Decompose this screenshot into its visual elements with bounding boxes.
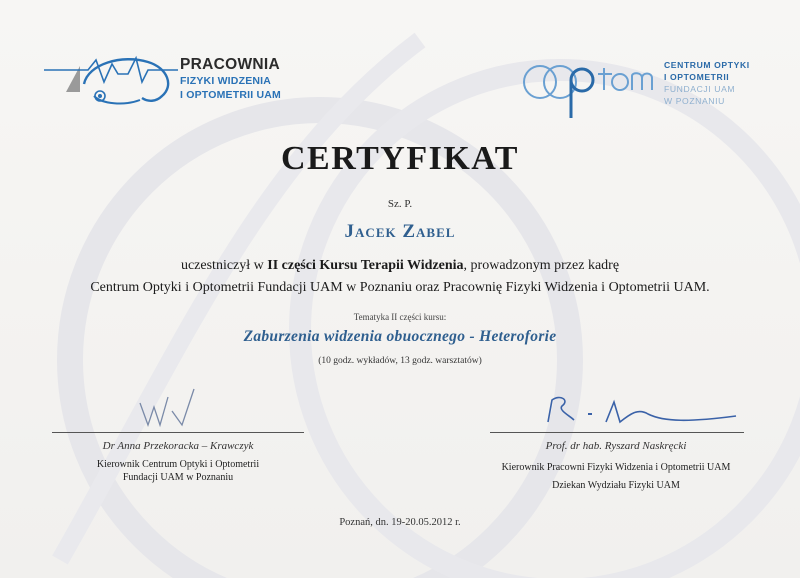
brain-heartbeat-icon xyxy=(44,52,184,112)
course-hours: (10 godz. wykładów, 13 godz. warsztatów) xyxy=(318,356,482,366)
salutation: Sz. P. xyxy=(387,198,413,210)
right-signature-icon xyxy=(540,392,740,432)
lab-logo xyxy=(44,52,284,112)
right-signatory-name: Prof. dr hab. Ryszard Naskręcki xyxy=(545,440,687,452)
left-signatory-name: Dr Anna Przekoracka – Krawczyk xyxy=(102,440,254,452)
left-signature-icon xyxy=(130,385,220,435)
left-signatory-role1: Kierownik Centrum Optyki i Optometrii xyxy=(96,459,260,470)
left-signature-line xyxy=(52,432,304,433)
lab-name-line3: I OPTOMETRII UAM xyxy=(180,89,282,101)
right-signatory-role2: Dziekan Wydziału Fizyki UAM xyxy=(552,480,680,491)
course-topic: Zaburzenia widzenia obuocznego - Heteroforie xyxy=(243,328,557,345)
left-signatory-role2: Fundacji UAM w Poznaniu xyxy=(122,472,234,483)
place-and-date: Poznań, dn. 19-20.05.2012 r. xyxy=(339,517,461,528)
lab-name-line2: FIZYKI WIDZENIA xyxy=(180,75,272,87)
paragraph-line1-post: , prowadzonym przez kadrę xyxy=(463,258,620,273)
right-signatory-role1: Kierownik Pracowni Fizyki Widzenia i Optometrii UAM xyxy=(501,462,731,473)
recipient-name: Jacek Zabel xyxy=(344,221,456,242)
org-name-line3: FUNDACJI UAM xyxy=(664,84,736,94)
org-name-line4: W POZNANIU xyxy=(664,96,725,106)
org-name-line2: I OPTOMETRII xyxy=(664,72,730,82)
paragraph-line1 xyxy=(0,258,800,274)
lab-name-line1: PRACOWNIA xyxy=(180,56,280,73)
topic-label: Tematyka II części kursu: xyxy=(353,312,447,322)
right-signature-line xyxy=(490,432,744,433)
optom-emblem-icon xyxy=(520,52,660,122)
paragraph-line1-pre: uczestniczył w xyxy=(180,258,268,273)
optom-logo xyxy=(520,52,760,122)
course-name: II części Kursu Terapii Widzenia xyxy=(267,258,464,273)
org-name-line1: CENTRUM OPTYKI xyxy=(664,60,750,70)
certificate-title: CERTYFIKAT xyxy=(281,140,519,177)
paragraph-line2: Centrum Optyki i Optometrii Fundacji UAM w Poznaniu oraz Pracownię Fizyki Widzenia i Optometrii UAM. xyxy=(90,280,710,295)
